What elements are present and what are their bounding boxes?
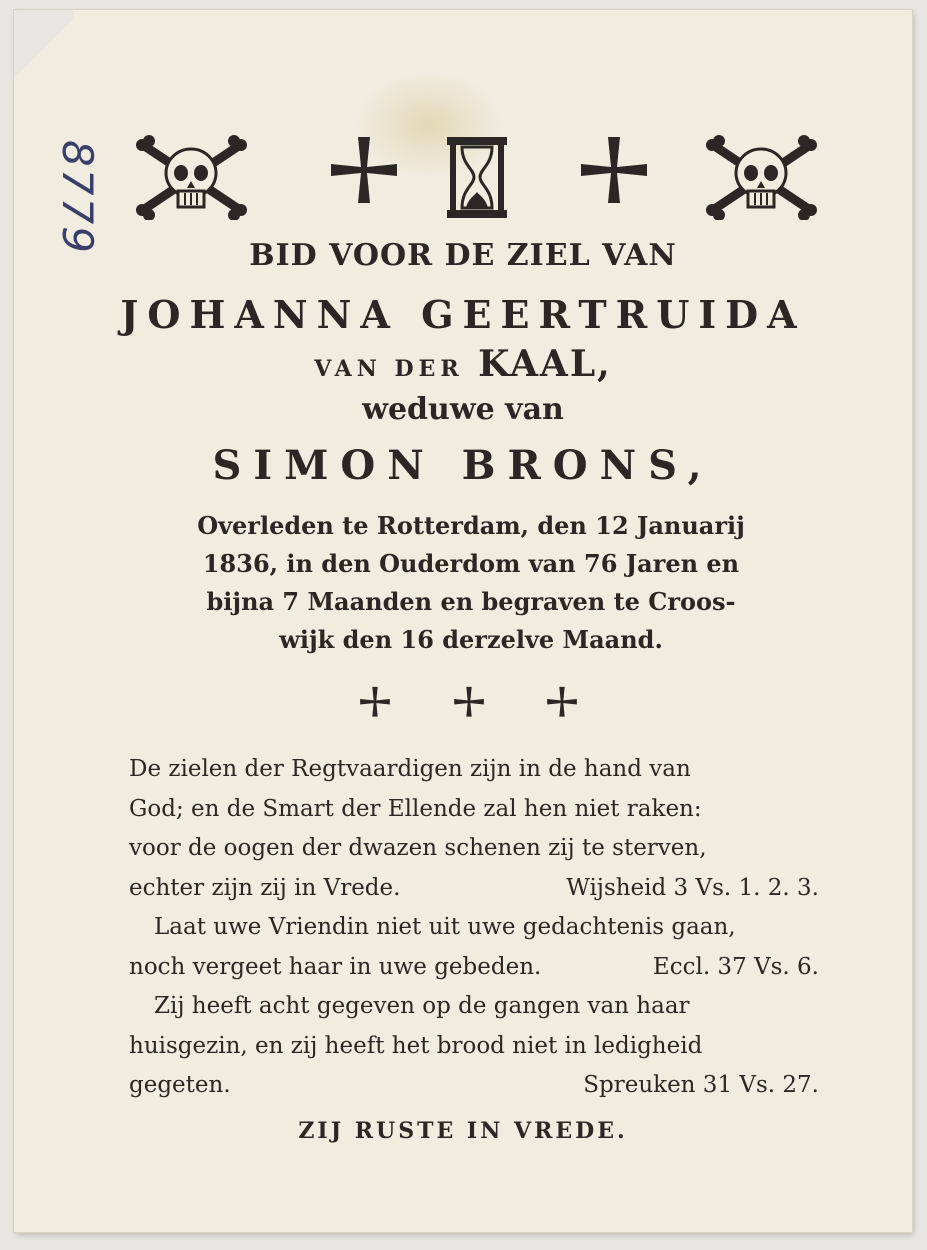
divider-crosses (14, 686, 912, 726)
cross-pattee-icon (451, 686, 487, 722)
verse-line (129, 869, 819, 909)
cross-pattee-icon (544, 686, 580, 722)
verse-line (129, 829, 819, 869)
husband-name: SIMON BRONS, (212, 442, 714, 489)
verse-text: voor de oogen der dwazen schenen zij te sterven, (129, 835, 707, 861)
scripture-verses (129, 750, 819, 1106)
cross-pattee-icon (574, 135, 654, 215)
verse-line (129, 790, 819, 830)
verse-line (129, 1027, 819, 1067)
surname: KAAL, (478, 343, 612, 385)
verse-reference: Eccl. 37 Vs. 6. (652, 953, 819, 980)
verse-text: God; en de Smart der Ellende zal hen niet raken: (129, 795, 702, 822)
death-notice (126, 507, 816, 659)
verse-reference: Spreuken 31 Vs. 27. (583, 1072, 819, 1098)
verse-line (129, 987, 819, 1027)
death-notice-line: bijna 7 Maanden en begraven te Croos- (206, 587, 736, 616)
verse-line (129, 908, 819, 948)
verse-text: echter zijn zij in Vrede. (129, 874, 401, 901)
death-notice-line: 1836, in den Ouderdom van 76 Jaren en (202, 549, 740, 578)
verse-line (129, 948, 819, 988)
verse-text: Zij heeft acht gegeven op de gangen van haar (154, 993, 690, 1019)
deceased-surname (14, 343, 912, 385)
header-line: BID VOOR DE ZIEL VAN (249, 238, 677, 273)
verse-text: Laat uwe Vriendin niet uit uwe gedachtenis gaan, (154, 914, 736, 940)
cross-pattee-icon (324, 135, 404, 215)
death-notice-line: Overleden te Rotterdam, den 12 Januarij (197, 511, 745, 540)
deceased-name: JOHANNA GEERTRUIDA (120, 292, 806, 337)
verse-text: De zielen der Regtvaardigen zijn in de hand van (129, 756, 691, 782)
cross-pattee-icon (357, 686, 393, 722)
verse-text: huisgezin, en zij heeft het brood niet in ledigheid (129, 1032, 703, 1059)
widow-line: weduwe van (362, 392, 564, 427)
verse-line (129, 750, 819, 790)
verse-reference: Wijsheid 3 Vs. 1. 2. 3. (566, 874, 819, 901)
memorial-card (14, 10, 912, 1232)
archive-number: 8779 (53, 140, 102, 255)
verse-line (129, 1066, 819, 1106)
death-notice-line: wijk den 16 derzelve Maand. (279, 625, 663, 654)
ornament-row (134, 135, 814, 230)
verse-text: noch vergeet haar in uwe gebeden. (129, 953, 542, 980)
skull-crossbones-icon (134, 135, 249, 220)
closing-line: ZIJ RUSTE IN VREDE. (298, 1118, 628, 1144)
surname-prefix: VAN DER (314, 356, 464, 382)
skull-crossbones-icon (704, 135, 819, 220)
verse-text: gegeten. (129, 1072, 231, 1098)
hourglass-icon (442, 135, 512, 220)
